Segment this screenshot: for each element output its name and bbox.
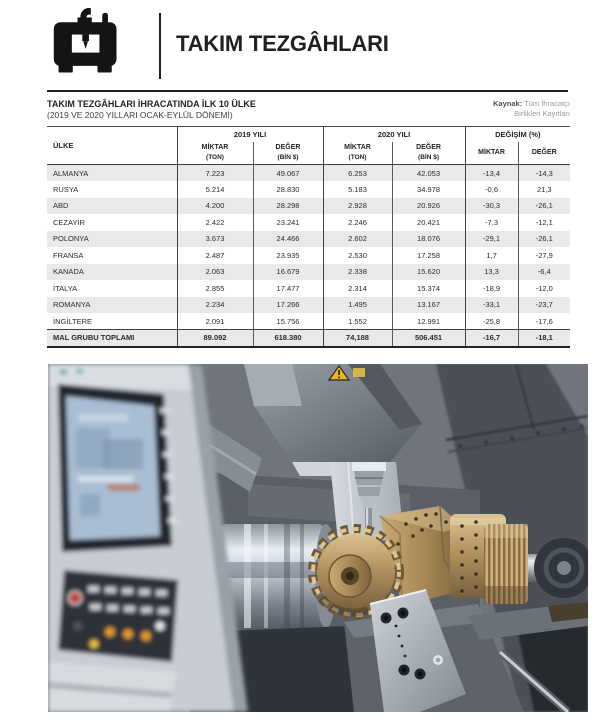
value-cell: 2.602 [323, 231, 392, 248]
country-cell: MAL GRUBU TOPLAMI [47, 330, 177, 347]
value-cell: 6.253 [323, 165, 392, 182]
value-cell: 1,7 [465, 247, 518, 264]
value-cell: 24.466 [253, 231, 323, 248]
value-cell: -25,8 [465, 313, 518, 330]
value-cell: 12.991 [392, 313, 465, 330]
value-cell: 89.092 [177, 330, 253, 347]
value-cell: 15.374 [392, 280, 465, 297]
value-cell: 5.214 [177, 181, 253, 198]
value-cell: 17.258 [392, 247, 465, 264]
value-cell: 2.234 [177, 297, 253, 314]
value-cell: -12,0 [518, 280, 570, 297]
table-group-header-row [47, 127, 570, 142]
header-rule [47, 90, 568, 92]
source-label: Kaynak: [493, 99, 523, 108]
value-cell: 2.091 [177, 313, 253, 330]
country-cell: İNGİLTERE [53, 316, 93, 326]
country-cell: ALMANYA [47, 165, 177, 182]
col-group-2019: 2019 YILI [177, 127, 323, 142]
value-cell: -7,3 [465, 214, 518, 231]
value-cell: 506.451 [392, 330, 465, 347]
source-line2: Birlikleri Kayıtları [514, 109, 570, 119]
value-cell: 34.978 [392, 181, 465, 198]
value-cell: 42.053 [392, 165, 465, 182]
value-cell: 28.830 [253, 181, 323, 198]
cnc-machine-photo [48, 364, 588, 712]
value-cell: -26,1 [518, 198, 570, 215]
value-cell: 2.314 [323, 280, 392, 297]
col-header-2019-value: DEĞER (BİN $) [253, 142, 323, 165]
value-cell: -27,9 [518, 247, 570, 264]
value-cell: 5.183 [323, 181, 392, 198]
value-cell: 74,188 [323, 330, 392, 347]
value-cell: 2.338 [323, 264, 392, 281]
value-cell: 15.756 [253, 313, 323, 330]
export-data-table [47, 126, 570, 348]
value-cell: 15.620 [392, 264, 465, 281]
col-header-change-value: DEĞER [518, 142, 570, 165]
value-cell: 7.223 [177, 165, 253, 182]
country-cell: CEZAYİR [53, 217, 85, 227]
col-group-2020: 2020 YILI [323, 127, 465, 142]
value-cell: 13,3 [465, 264, 518, 281]
table-row [47, 264, 570, 281]
value-cell: 1.552 [323, 313, 392, 330]
table-row [47, 198, 570, 215]
value-cell: 23.935 [253, 247, 323, 264]
value-cell: 21,3 [518, 181, 570, 198]
source-note [350, 99, 570, 119]
value-cell: 2.422 [177, 214, 253, 231]
value-cell: 4.200 [177, 198, 253, 215]
value-cell: -30,3 [465, 198, 518, 215]
value-cell: 2.487 [177, 247, 253, 264]
value-cell: 16.679 [253, 264, 323, 281]
col-header-2019-amount: MİKTAR (TON) [177, 142, 253, 165]
value-cell: 1.495 [323, 297, 392, 314]
value-cell: -6,4 [518, 264, 570, 281]
table-row [47, 297, 570, 314]
value-cell: -17,6 [518, 313, 570, 330]
value-cell: 2.246 [323, 214, 392, 231]
value-cell: -18,1 [518, 330, 570, 347]
table-total-row [47, 330, 570, 347]
value-cell: 20.421 [392, 214, 465, 231]
table-row [47, 247, 570, 264]
value-cell: 2.855 [177, 280, 253, 297]
value-cell: -18,9 [465, 280, 518, 297]
table-row [47, 280, 570, 297]
value-cell: -14,3 [518, 165, 570, 182]
value-cell: -13,4 [465, 165, 518, 182]
value-cell: 49.067 [253, 165, 323, 182]
value-cell: 17.477 [253, 280, 323, 297]
value-cell: -23,7 [518, 297, 570, 314]
country-cell: İTALYA [53, 283, 78, 293]
value-cell: 17.266 [253, 297, 323, 314]
country-cell: ROMANYA [47, 297, 177, 314]
keypad [58, 570, 178, 662]
value-cell: 618.380 [253, 330, 323, 347]
table-row [47, 165, 570, 182]
country-cell: POLONYA [47, 231, 177, 248]
value-cell: 2.063 [177, 264, 253, 281]
value-cell: -29,1 [465, 231, 518, 248]
table-row [47, 214, 570, 231]
col-header-country: ÜLKE [47, 127, 177, 165]
country-cell: KANADA [47, 264, 177, 281]
value-cell: 23.241 [253, 214, 323, 231]
col-group-change: DEĞİŞİM (%) [465, 127, 570, 142]
value-cell: 2.530 [323, 247, 392, 264]
table-subtitle: (2019 VE 2020 YILLARI OCAK-EYLÜL DÖNEMİ) [47, 110, 233, 120]
col-header-2020-amount: MİKTAR (TON) [323, 142, 392, 165]
value-cell: 13.167 [392, 297, 465, 314]
table-body [47, 165, 570, 347]
table-row [47, 231, 570, 248]
red-stop-button [69, 592, 82, 605]
value-cell: 20.926 [392, 198, 465, 215]
value-cell: 28.298 [253, 198, 323, 215]
value-cell: -33,1 [465, 297, 518, 314]
value-cell: 2.928 [323, 198, 392, 215]
table-row [47, 313, 570, 330]
header-divider [159, 13, 161, 79]
value-cell: -0,6 [465, 181, 518, 198]
page-title: TAKIM TEZGÂHLARI [176, 31, 389, 56]
cnc-machine-icon [50, 7, 126, 83]
control-screen [58, 384, 172, 552]
value-cell: 3.673 [177, 231, 253, 248]
value-cell: 18.076 [392, 231, 465, 248]
table-row [47, 181, 570, 198]
value-cell: -12,1 [518, 214, 570, 231]
col-header-2020-value: DEĞER (BİN $) [392, 142, 465, 165]
country-cell: FRANSA [53, 250, 84, 260]
source-line1: Tüm İhracatçı [524, 99, 570, 108]
value-cell: -26,1 [518, 231, 570, 248]
country-cell: ABD [47, 198, 177, 215]
value-cell: -16,7 [465, 330, 518, 347]
table-title: TAKIM TEZGÂHLARI İHRACATINDA İLK 10 ÜLKE [47, 99, 256, 109]
col-header-change-amount: MİKTAR [465, 142, 518, 165]
power-led [60, 370, 67, 374]
country-cell: RUSYA [53, 184, 79, 194]
